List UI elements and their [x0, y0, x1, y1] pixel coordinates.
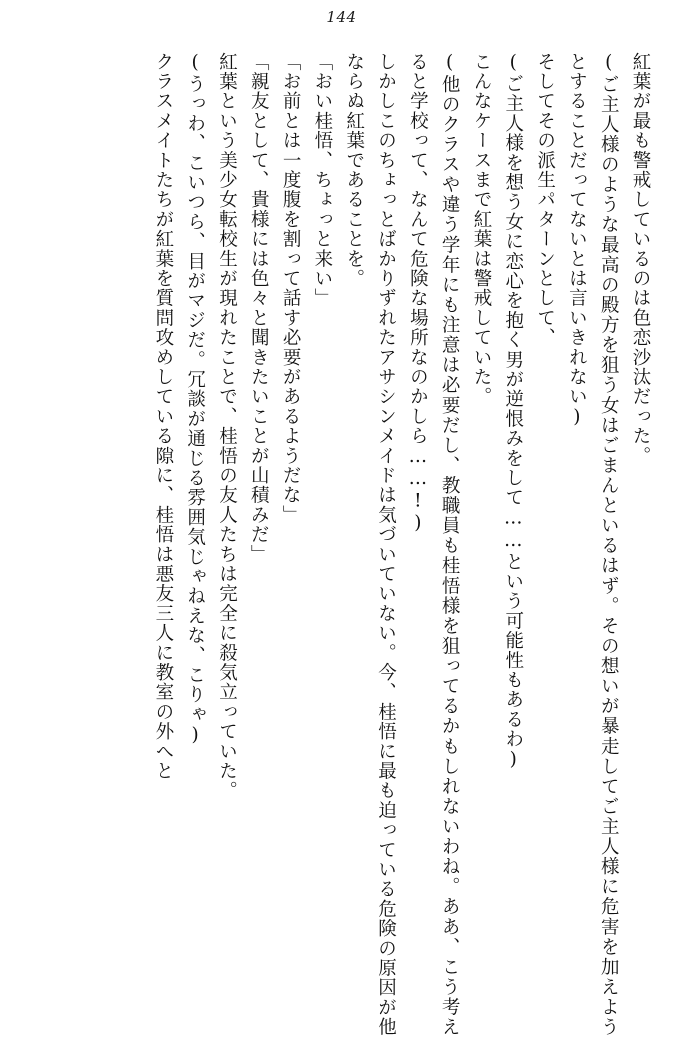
paragraph: こんなケースまで紅葉は警戒していた。 — [470, 52, 492, 407]
paragraph: クラスメイトたちが紅葉を質問攻めしている隙に、桂悟は悪友三人に教室の外へと — [152, 52, 174, 781]
page-body-text — [26, 52, 656, 1037]
paragraph: 紅葉という美少女転校生が現れたことで、桂悟の友人たちは完全に殺気立っていた。 — [216, 52, 238, 801]
paragraph: (ご主人様を想う女に恋心を抱く男が逆恨みをして……という可能性もあるわ) — [502, 52, 524, 772]
paragraph: 紅葉が最も警戒しているのは色恋沙汰だった。 — [630, 52, 651, 466]
paragraph: (ご主人様のような最高の殿方を狙う女はごまんといるはず。その想いが暴走してご主人様に危害を加えようとすることだってないとは言いきれない) — [566, 52, 620, 1037]
paragraph: そしてその派生パターンとして、 — [534, 52, 556, 348]
dialogue-line: 「お前とは一度腹を割って話す必要があるようだな」 — [280, 52, 302, 525]
paragraph: (うっわ、こいつら、目がマジだ。冗談が通じる雰囲気じゃねえな、こりゃ) — [184, 52, 206, 747]
dialogue-line: 「親友として、貴様には色々と聞きたいことが山積みだ」 — [248, 52, 270, 565]
paragraph: (他のクラスや違う学年にも注意は必要だし、教職員も桂悟様を狙ってるかもしれないわね。ああ、こう考えると学校って、なんて危険な場所なのかしら……!) — [407, 52, 461, 1037]
dialogue-line: 「おい桂悟、ちょっと来い」 — [311, 52, 333, 309]
paragraph: しかしこのちょっとばかりずれたアサシンメイドは気づいていない。今、桂悟に最も迫っている危険の原因が他ならぬ紅葉であることを。 — [343, 52, 397, 1037]
page-number: 144 — [326, 8, 357, 26]
